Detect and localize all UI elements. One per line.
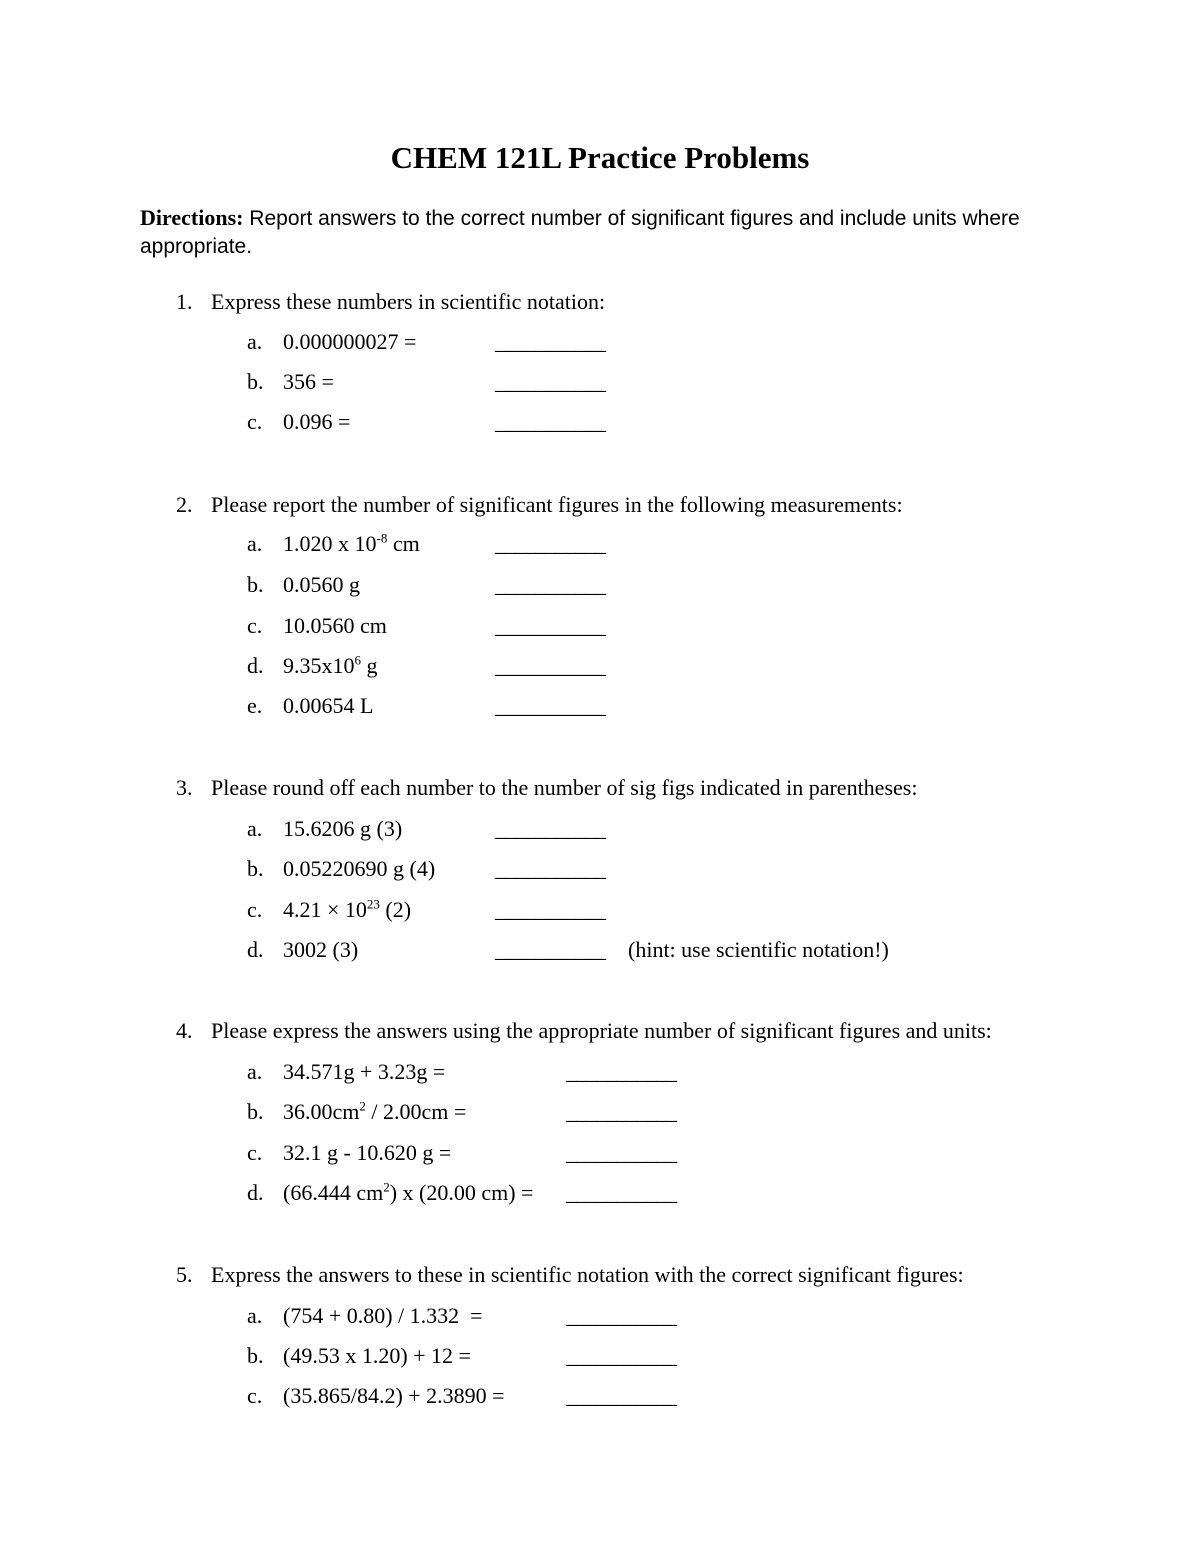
question-text: Please express the answers using the appropriate number of significant figures and units:	[211, 1018, 992, 1043]
item-letter: d.	[247, 937, 264, 962]
item-letter: a.	[247, 816, 263, 841]
item-expression: 10.0560 cm	[283, 613, 387, 638]
item-letter: a.	[247, 531, 263, 556]
answer-blank[interactable]: ___________	[495, 856, 605, 881]
answer-blank[interactable]: ___________	[495, 653, 605, 678]
item-letter: b.	[247, 1099, 264, 1124]
question-5	[176, 1261, 964, 1289]
answer-blank[interactable]: ___________	[566, 1180, 676, 1205]
answer-blank[interactable]: ___________	[495, 897, 605, 922]
answer-blank[interactable]: ___________	[566, 1140, 676, 1165]
item-letter: b.	[247, 856, 264, 881]
directions-text: Report answers to the correct number of significant figures and include units where appropriate.	[140, 207, 1020, 258]
answer-blank[interactable]: ___________	[495, 531, 605, 556]
item-letter: b.	[247, 1343, 264, 1368]
answer-blank[interactable]: ___________	[566, 1059, 676, 1084]
directions	[140, 204, 1060, 261]
item-expression: 34.571g + 3.23g =	[283, 1059, 446, 1084]
page-title: CHEM 121L Practice Problems	[390, 140, 810, 175]
item-expression: 0.096 =	[283, 409, 351, 434]
answer-blank[interactable]: ___________	[566, 1343, 676, 1368]
answer-blank[interactable]: ___________	[495, 613, 605, 638]
question-text: Please round off each number to the number of sig figs indicated in parentheses:	[211, 775, 918, 800]
question-number: 1.	[176, 289, 193, 314]
question-3	[176, 774, 917, 802]
item-expression: 1.020 x $10^{-8}$ cm	[283, 530, 420, 556]
answer-blank[interactable]: ___________	[495, 693, 605, 718]
item-letter: e.	[247, 693, 263, 718]
directions-label: Directions:	[140, 205, 244, 230]
item-expression: (49.53 x 1.20) + 12 =	[283, 1343, 471, 1368]
answer-blank[interactable]: ___________	[566, 1383, 676, 1408]
question-1	[176, 288, 605, 316]
answer-blank[interactable]: ___________	[495, 329, 605, 354]
item-expression: $4.21 \times 10^{23}$ (2)	[283, 896, 412, 922]
item-expression: 3002 (3)	[283, 937, 359, 962]
answer-blank[interactable]: ___________	[495, 572, 605, 597]
item-letter: c.	[247, 613, 263, 638]
item-expression: 356 =	[283, 369, 334, 394]
item-letter: a.	[247, 1059, 263, 1084]
item-expression: (35.865/84.2) + 2.3890 =	[283, 1383, 505, 1408]
answer-blank[interactable]: ___________	[566, 1303, 676, 1328]
item-expression: 0.000000027 =	[283, 329, 417, 354]
question-2	[176, 491, 903, 519]
question-text: Express the answers to these in scientific notation with the correct significant figures:	[211, 1262, 964, 1287]
item-expression: 15.6206 g (3)	[283, 816, 403, 841]
item-expression: (66.444 $cm^2$) x (20.00 cm) =	[283, 1179, 534, 1205]
question-text: Please report the number of significant figures in the following measurements:	[211, 492, 903, 517]
item-expression: $36.00cm^2 / 2.00cm$ =	[283, 1098, 467, 1124]
item-expression: 0.05220690 g (4)	[283, 856, 436, 881]
answer-blank[interactable]: ___________	[495, 816, 605, 841]
item-letter: d.	[247, 1180, 264, 1205]
question-number: 5.	[176, 1262, 193, 1287]
question-number: 3.	[176, 775, 193, 800]
item-expression: $9.35x10^6$ g	[283, 652, 378, 678]
item-letter: d.	[247, 653, 264, 678]
item-letter: c.	[247, 1383, 263, 1408]
item-letter: a.	[247, 329, 263, 354]
item-expression: 0.00654 L	[283, 693, 374, 718]
item-letter: c.	[247, 409, 263, 434]
answer-blank[interactable]: ___________	[495, 369, 605, 394]
item-expression: 0.0560 g	[283, 572, 360, 597]
item-expression: (754 + 0.80) / 1.332 =	[283, 1303, 483, 1328]
question-number: 2.	[176, 492, 193, 517]
question-4	[176, 1017, 992, 1045]
answer-blank[interactable]: ___________	[566, 1099, 676, 1124]
item-letter: b.	[247, 572, 264, 597]
item-letter: c.	[247, 1140, 263, 1165]
answer-blank[interactable]: ___________	[495, 409, 605, 434]
hint-text: (hint: use scientific notation!)	[628, 937, 889, 962]
answer-blank[interactable]: ___________	[495, 937, 605, 962]
question-number: 4.	[176, 1018, 193, 1043]
item-letter: c.	[247, 897, 263, 922]
item-letter: a.	[247, 1303, 263, 1328]
item-letter: b.	[247, 369, 264, 394]
question-text: Express these numbers in scientific notation:	[211, 289, 606, 314]
item-expression: 32.1 g - 10.620 g =	[283, 1140, 452, 1165]
